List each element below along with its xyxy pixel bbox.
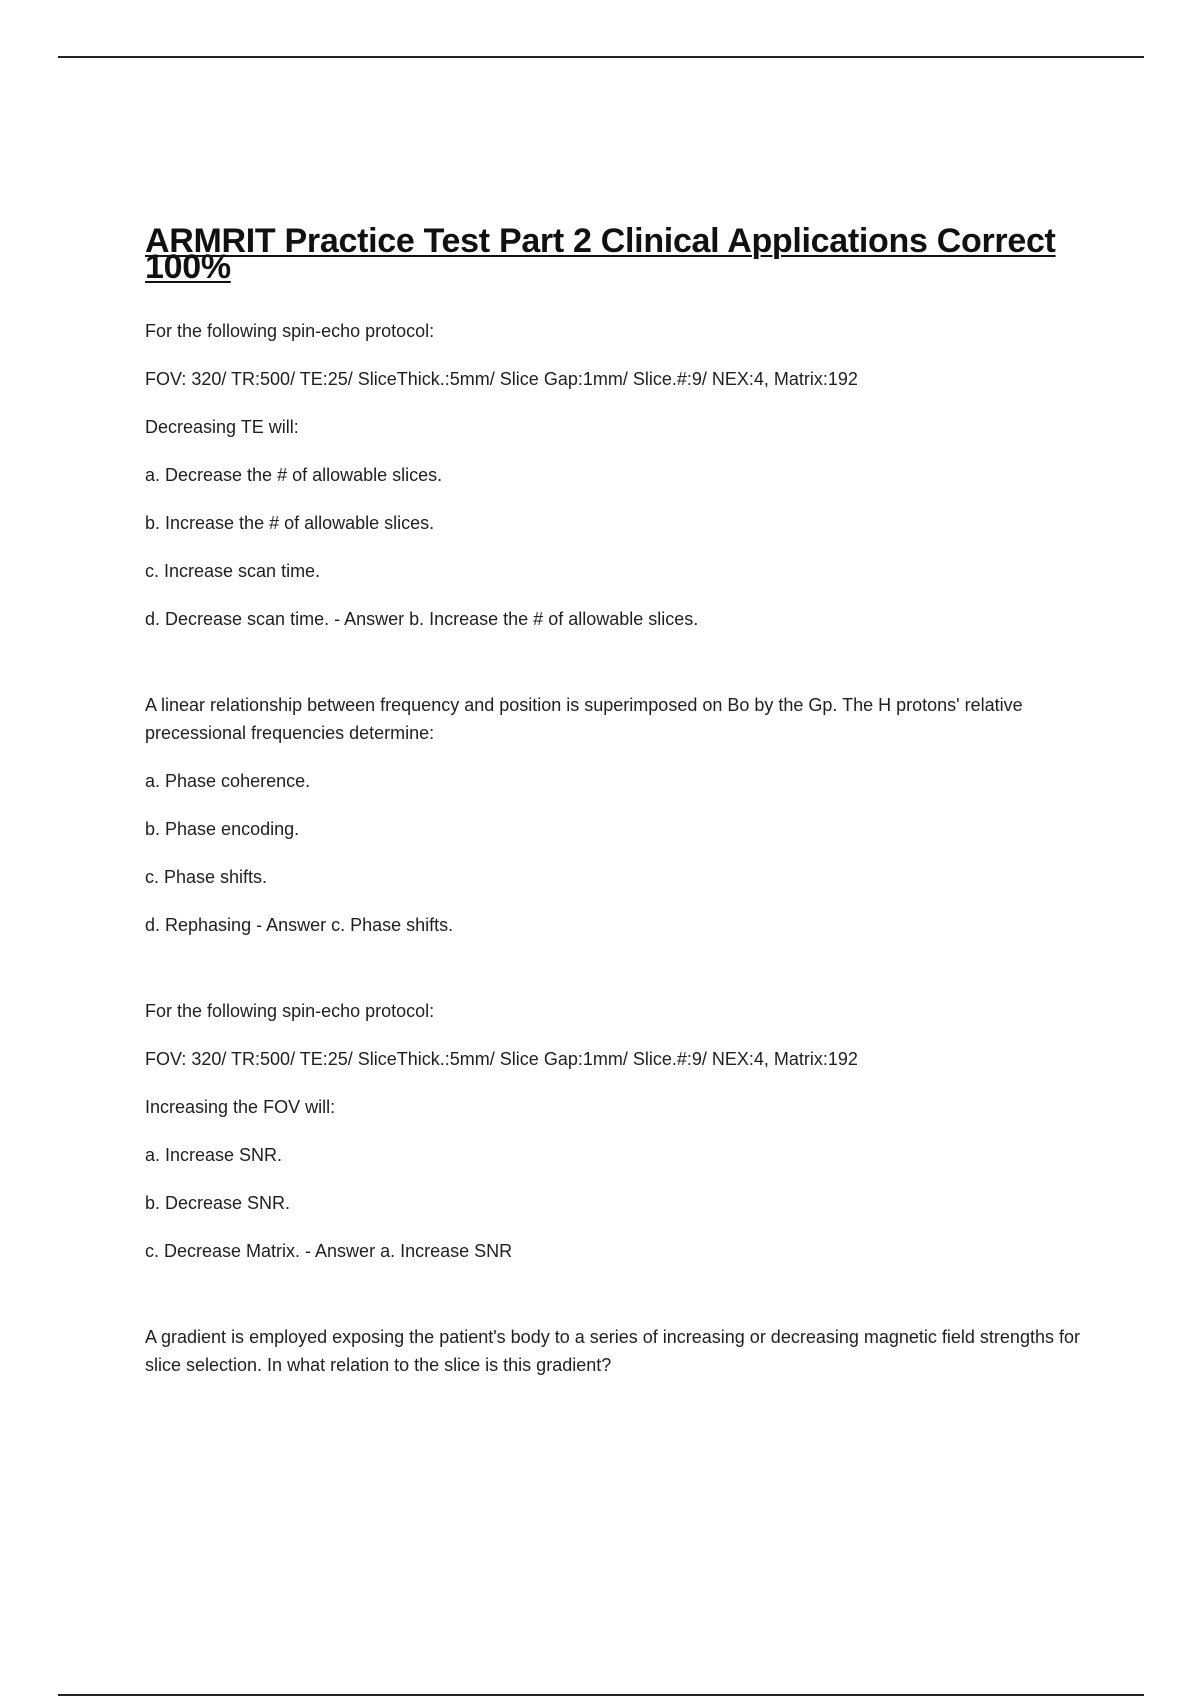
page-bottom-rule	[58, 1694, 1144, 1696]
question-1-option-d-answer: d. Decrease scan time. - Answer b. Increase the # of allowable slices.	[145, 609, 699, 629]
question-spacer	[145, 1285, 1085, 1323]
question-3-intro: For the following spin-echo protocol:	[145, 1001, 435, 1021]
question-block-3	[145, 997, 1085, 1265]
question-3-option-a: a. Increase SNR.	[145, 1145, 283, 1165]
question-2-option-c: c. Phase shifts.	[145, 867, 268, 887]
question-1-option-b: b. Increase the # of allowable slices.	[145, 513, 435, 533]
question-4-prompt: A gradient is employed exposing the patient's body to a series of increasing or decreasing magnetic field strengths for slice selection. In what relation to the slice is this gradient?	[145, 1327, 1080, 1375]
question-1-option-c: c. Increase scan time.	[145, 561, 321, 581]
question-1-protocol: FOV: 320/ TR:500/ TE:25/ SliceThick.:5mm/ Slice Gap:1mm/ Slice.#:9/ NEX:4, Matrix:192	[145, 369, 858, 389]
question-spacer	[145, 959, 1085, 997]
question-2-option-b: b. Phase encoding.	[145, 819, 300, 839]
question-3-option-b: b. Decrease SNR.	[145, 1193, 291, 1213]
page-top-rule	[58, 56, 1144, 58]
question-3-protocol: FOV: 320/ TR:500/ TE:25/ SliceThick.:5mm/ Slice Gap:1mm/ Slice.#:9/ NEX:4, Matrix:192	[145, 1049, 858, 1069]
question-2-prompt: A linear relationship between frequency and position is superimposed on Bo by the Gp. The H protons' relative precessional frequencies determine:	[145, 695, 1023, 743]
document-title: ARMRIT Practice Test Part 2 Clinical Applications Correct 100%	[145, 222, 1056, 286]
question-1-intro: For the following spin-echo protocol:	[145, 321, 435, 341]
question-block-4	[145, 1323, 1085, 1379]
document-body	[145, 222, 1085, 1399]
question-3-prompt: Increasing the FOV will:	[145, 1097, 336, 1117]
question-2-option-a: a. Phase coherence.	[145, 771, 311, 791]
question-block-1	[145, 317, 1085, 633]
question-1-option-a: a. Decrease the # of allowable slices.	[145, 465, 443, 485]
question-1-prompt: Decreasing TE will:	[145, 417, 299, 437]
question-block-2	[145, 691, 1085, 939]
question-2-option-d-answer: d. Rephasing - Answer c. Phase shifts.	[145, 915, 454, 935]
question-spacer	[145, 653, 1085, 691]
question-3-option-c-answer: c. Decrease Matrix. - Answer a. Increase SNR	[145, 1241, 513, 1261]
